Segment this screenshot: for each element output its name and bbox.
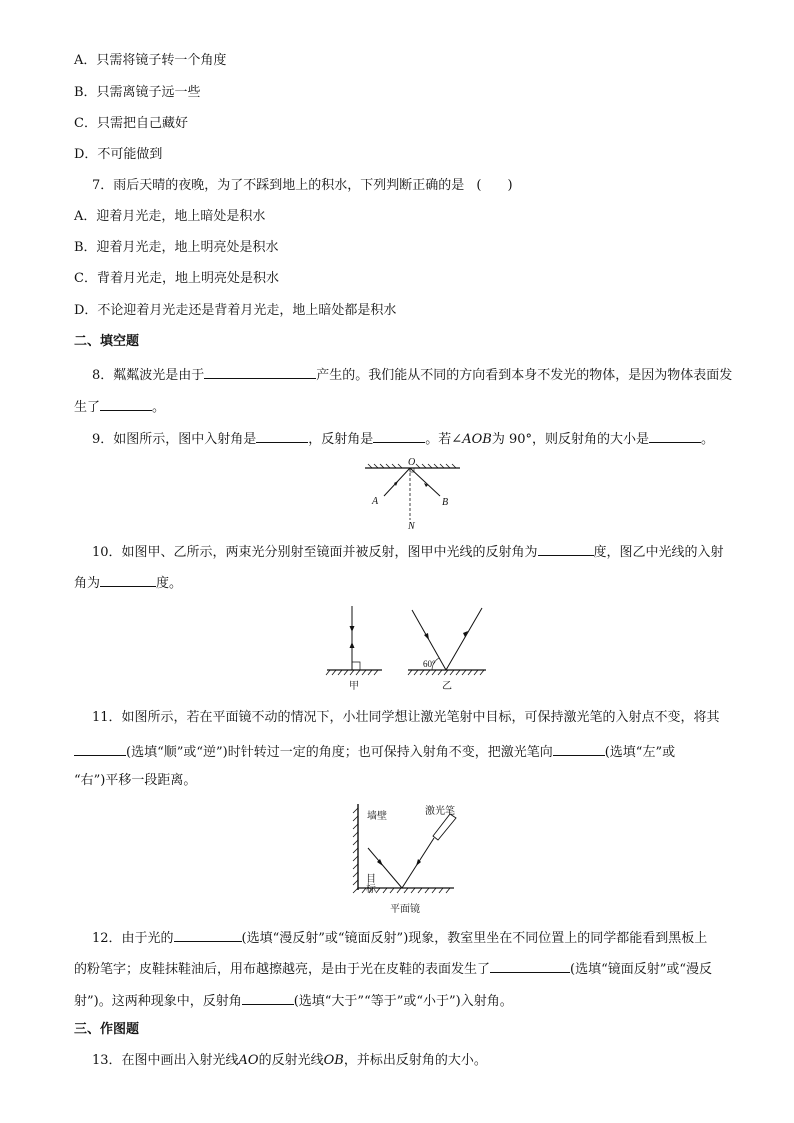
- q9-reflection-figure: [360, 456, 470, 532]
- q9-text-4: 为 90°，则反射角的大小是: [491, 432, 649, 447]
- q7-stem-text: 7．雨后天晴的夜晚，为了不踩到地上的积水，下列判断正确的是: [92, 178, 465, 193]
- q11-text-2: (选填“顺”或“逆”)时针转过一定的角度；也可保持入射角不变，把激光笔向: [126, 745, 553, 760]
- q12-text-2: (选填“漫反射”或“镜面反射”)现象，教室里坐在不同位置上的同学都能看到黑板上: [241, 931, 708, 946]
- q6-option-b: B．只需离镜子远一些: [74, 85, 201, 100]
- q11-label-target: 目标: [363, 873, 375, 893]
- q9-text-2: ，反射角是: [308, 432, 374, 447]
- q9-text-1: 9．如图所示，图中入射角是: [92, 432, 257, 447]
- q9-angle-name: AOB: [462, 432, 492, 447]
- q10-jia-arrow-down: [350, 626, 355, 632]
- q12-blank-3[interactable]: [242, 990, 294, 1005]
- q13-ray-ob: OB: [323, 1053, 344, 1068]
- q10-reflection-figures: [322, 602, 492, 694]
- q7-option-d: D．不论迎着月光走还是背着月光走，地上暗处都是积水: [74, 303, 397, 318]
- section-drawing-heading: 三、作图题: [74, 1022, 140, 1037]
- q9-text-5: 。: [701, 432, 715, 447]
- q7-answer-paren: ( ): [476, 178, 513, 193]
- q6-option-a: A．只需将镜子转一个角度: [74, 53, 227, 68]
- q8-text-2: 产生的。我们能从不同的方向看到本身不发光的物体，是因为物体表面发: [316, 368, 733, 383]
- q10-text-3: 角为: [74, 576, 101, 591]
- q7-option-c: C．背着月光走，地上明亮处是积水: [74, 271, 279, 286]
- q11-text-3: (选填“左”或: [604, 745, 676, 760]
- q9-line: [92, 428, 714, 449]
- q10-yi-hatching: [408, 670, 484, 675]
- q10-blank-1[interactable]: [538, 541, 594, 556]
- q11-mirror-hatching: [362, 888, 450, 893]
- q10-line2: [74, 572, 182, 593]
- q11-blank-1[interactable]: [74, 741, 126, 756]
- q9-label-o: O: [408, 457, 416, 468]
- q12-line3: [74, 990, 513, 1011]
- q10-line1: [92, 541, 724, 562]
- q11-wall-hatching: [353, 808, 358, 893]
- q8-text-3: 生了: [74, 400, 101, 415]
- q12-blank-1[interactable]: [174, 927, 242, 942]
- q8-blank-1[interactable]: [204, 364, 316, 379]
- q12-text-1: 12．由于光的: [92, 931, 174, 946]
- q10-yi-angle-label: 60°: [423, 659, 436, 669]
- q6-option-c: C．只需把自己藏好: [74, 116, 188, 131]
- q13-text-1: 13．在图中画出入射光线: [92, 1053, 239, 1068]
- q13-text-2: 的反射光线: [258, 1053, 324, 1068]
- q13-text-3: ，并标出反射角的大小。: [343, 1053, 487, 1068]
- q9-label-a: A: [372, 496, 379, 507]
- q11-label-laser: 激光笔: [425, 806, 455, 817]
- q11-line1: 11．如图所示，若在平面镜不动的情况下，小壮同学想让激光笔射中目标，可保持激光笔的入射点不变，将其: [92, 710, 720, 725]
- q12-text-6: (选填“大于”“等于”或“小于”)入射角。: [293, 994, 513, 1009]
- q12-line1: [92, 927, 707, 948]
- q12-line2: [74, 958, 712, 979]
- q12-text-3: 的粉笔字；皮鞋抹鞋油后，用布越擦越亮，是由于光在皮鞋的表面发生了: [74, 962, 491, 977]
- q10-yi-reflected-ray: [446, 608, 482, 670]
- q10-jia-arrow-up: [350, 642, 355, 648]
- q9-blank-1[interactable]: [256, 428, 308, 443]
- q10-text-4: 度。: [156, 576, 183, 591]
- q10-text-2: 度，图乙中光线的入射: [593, 545, 724, 560]
- q10-label-jia: 甲: [349, 681, 359, 692]
- q9-reflected-ray: [410, 468, 440, 496]
- q13-ray-ao: AO: [238, 1053, 259, 1068]
- q7-stem: [92, 177, 513, 195]
- q10-blank-2[interactable]: [100, 572, 156, 587]
- q8-line1: [92, 364, 732, 385]
- section-fill-in-heading: 二、填空题: [74, 334, 140, 349]
- q9-label-n: N: [408, 521, 415, 532]
- q10-jia-right-angle: [352, 662, 360, 670]
- q9-text-3: 。若∠: [425, 432, 463, 447]
- q13-line: [92, 1052, 487, 1070]
- q10-label-yi: 乙: [442, 681, 452, 692]
- q10-yi-incident-arrow: [424, 633, 429, 640]
- q9-blank-2[interactable]: [373, 428, 425, 443]
- q11-line2: [74, 741, 675, 762]
- q11-label-mirror: 平面镜: [390, 904, 420, 915]
- q11-laser-pen: [433, 814, 456, 840]
- q10-text-1: 10．如图甲、乙所示，两束光分别射至镜面并被反射，图甲中光线的反射角为: [92, 545, 538, 560]
- q12-text-5: 射”)。这两种现象中，反射角: [74, 994, 242, 1009]
- q12-blank-2[interactable]: [490, 958, 570, 973]
- q11-laser-figure: [346, 800, 470, 918]
- q10-jia-hatching: [326, 670, 378, 675]
- q12-text-4: (选填“镜面反射”或“漫反: [570, 962, 713, 977]
- q7-option-b: B．迎着月光走，地上明亮处是积水: [74, 240, 279, 255]
- q6-option-d: D．不可能做到: [74, 147, 163, 162]
- q11-label-wall: 墙壁: [367, 811, 387, 822]
- q8-line2: [74, 396, 165, 417]
- q9-blank-3[interactable]: [649, 428, 701, 443]
- q11-line3: “右”)平移一段距离。: [74, 773, 197, 788]
- q8-text-4: 。: [152, 400, 166, 415]
- q8-blank-2[interactable]: [100, 396, 152, 411]
- q9-label-b: B: [442, 497, 449, 508]
- q8-text-1: 8．粼粼波光是由于: [92, 368, 205, 383]
- q11-blank-2[interactable]: [553, 741, 605, 756]
- q7-option-a: A．迎着月光走，地上暗处是积水: [74, 209, 266, 224]
